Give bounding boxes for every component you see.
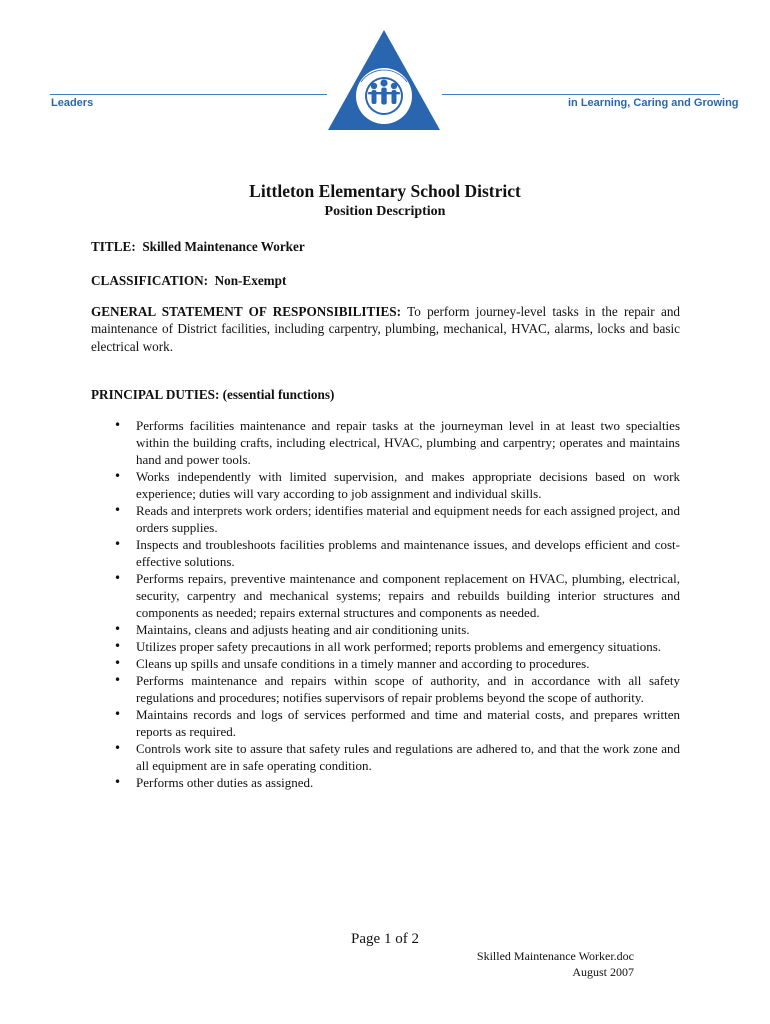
title-value: Skilled Maintenance Worker (142, 239, 305, 254)
letterhead (0, 0, 770, 150)
list-item: • Utilizes proper safety precautions in all work performed; reports problems and emergency situations. (91, 638, 680, 655)
list-item: • Performs facilities maintenance and repair tasks at the journeyman level in at least two specialties within the building crafts, including electrical, HVAC, plumbing and carpentry; operates and maintains hand and power tools. (91, 417, 680, 468)
title-field (91, 238, 680, 255)
general-statement (91, 303, 680, 355)
right-tagline: in Learning, Caring and Growing (568, 97, 739, 109)
document-title: Littleton Elementary School District (249, 181, 521, 201)
list-item: • Inspects and troubleshoots facilities problems and maintenance issues, and develops efficient and cost-effective solutions. (91, 536, 680, 570)
list-item: • Performs maintenance and repairs within scope of authority, and in accordance with all safety regulations and procedures; notifies supervisors of repair problems beyond the scope of authority. (91, 672, 680, 706)
general-statement-label: GENERAL STATEMENT OF RESPONSIBILITIES: (91, 304, 402, 319)
page-number: Page 1 of 2 (351, 931, 419, 947)
list-item: • Performs repairs, preventive maintenance and component replacement on HVAC, plumbing, electrical, security, carpentry and mechanical systems; repairs and rebuilds building interior structures and components as needed; repairs external structures and components as needed. (91, 570, 680, 621)
list-item: • Cleans up spills and unsafe conditions in a timely manner and according to procedures. (91, 655, 680, 672)
list-item: • Performs other duties as assigned. (91, 774, 680, 791)
classification-value: Non-Exempt (214, 273, 287, 288)
general-statement-text: To perform journey-level tasks in the repair and maintenance of District facilities, including carpentry, plumbing, mechanical, HVAC, alarms, locks and basic electrical work. (91, 304, 681, 354)
list-item: • Works independently with limited supervision, and makes appropriate decisions based on work experience; duties will vary according to job assignment and individual skills. (91, 468, 680, 502)
header-rule-right (442, 94, 720, 95)
footer-date: August 2007 (572, 965, 634, 979)
duties-heading (91, 386, 680, 403)
title-label: TITLE: (91, 239, 136, 254)
document-subtitle: Position Description (324, 204, 446, 219)
list-item: • Reads and interprets work orders; identifies material and equipment needs for each assigned project, and orders supplies. (91, 502, 680, 536)
header-rule-left (50, 94, 327, 95)
duties-heading-text: PRINCIPAL DUTIES: (essential functions) (91, 387, 335, 402)
list-item: • Maintains records and logs of services performed and time and material costs, and prepares written reports as required. (91, 706, 680, 740)
left-tagline: Leaders (51, 97, 94, 109)
list-item: • Controls work site to assure that safety rules and regulations are adhered to, and that the work zone and all equipment are in safe operating condition. (91, 740, 680, 774)
duties-list (91, 417, 680, 791)
list-item: • Maintains, cleans and adjusts heating and air conditioning units. (91, 621, 680, 638)
classification-field (91, 272, 680, 289)
district-logo (326, 28, 442, 132)
classification-label: CLASSIFICATION: (91, 273, 208, 288)
footer-filename: Skilled Maintenance Worker.doc (476, 949, 634, 963)
